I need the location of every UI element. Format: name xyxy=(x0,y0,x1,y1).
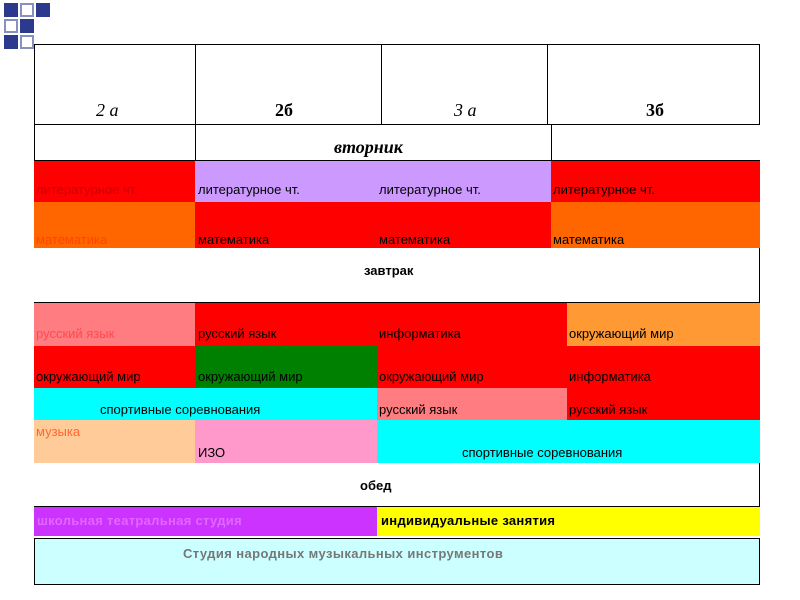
decorative-square xyxy=(36,3,50,17)
lesson-cell: музыка xyxy=(34,420,195,463)
lesson-cell: окружающий мир xyxy=(34,346,195,388)
activity-cell: Студия народных музыкальных инструментов xyxy=(34,538,760,585)
decorative-square xyxy=(20,3,34,17)
lesson-cell: математика xyxy=(377,202,551,248)
decorative-square xyxy=(20,19,34,33)
class-header-2b: 2б xyxy=(275,100,293,120)
lesson-cell: спортивные соревнования xyxy=(377,420,760,463)
decorative-square xyxy=(20,35,34,49)
lesson-cell: спортивные соревнования xyxy=(34,388,377,420)
day-label: вторник xyxy=(334,137,403,157)
lesson-cell: ИЗО xyxy=(195,420,377,463)
lesson-cell: математика xyxy=(195,202,377,248)
class-header-3b: 3б xyxy=(646,100,664,120)
decorative-square xyxy=(4,19,18,33)
lesson-cell: литературное чт. xyxy=(195,161,377,202)
lesson-cell: окружающий мир xyxy=(195,346,377,388)
lesson-cell: литературное чт. xyxy=(34,161,195,202)
lunch-row: обед xyxy=(34,463,760,507)
lesson-cell: литературное чт. xyxy=(377,161,551,202)
lesson-cell: русский язык xyxy=(377,388,567,420)
lesson-cell: математика xyxy=(551,202,760,248)
decorative-square xyxy=(4,35,18,49)
lesson-cell: русский язык xyxy=(34,303,195,346)
lesson-cell: русский язык xyxy=(567,388,760,420)
class-header-2a: 2 а xyxy=(96,100,119,120)
lesson-cell: окружающий мир xyxy=(567,303,760,346)
lesson-cell: математика xyxy=(34,202,195,248)
breakfast-row: завтрак xyxy=(34,248,760,303)
decorative-square xyxy=(4,3,18,17)
activity-cell: школьная театральная студия xyxy=(34,507,377,536)
lesson-cell: информатика xyxy=(377,303,567,346)
class-header-3a: 3 а xyxy=(454,100,477,120)
lesson-cell: русский язык xyxy=(195,303,377,346)
activity-cell: индивидуальные занятия xyxy=(377,507,760,536)
lesson-cell: окружающий мир xyxy=(377,346,567,388)
lesson-cell: информатика xyxy=(567,346,760,388)
lesson-cell: литературное чт. xyxy=(551,161,760,202)
